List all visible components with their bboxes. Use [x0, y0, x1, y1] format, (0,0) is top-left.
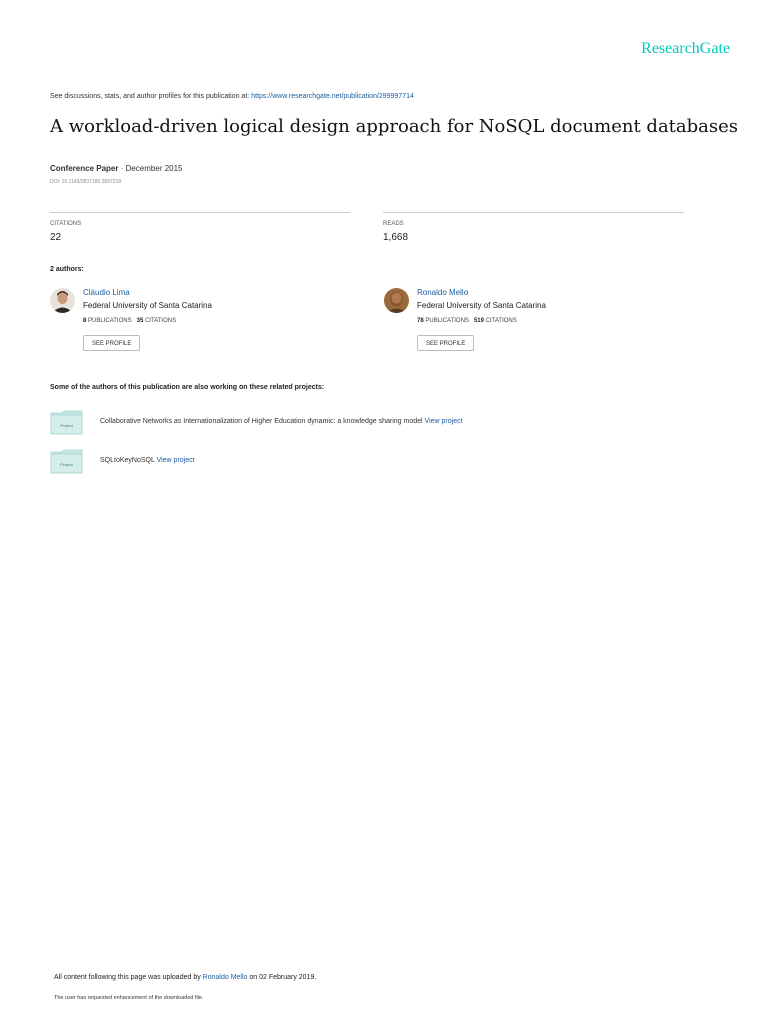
author-name-link[interactable]: Cláudio Lima	[83, 288, 130, 297]
publication-type: Conference Paper	[50, 164, 119, 173]
project-title: Collaborative Networks as Internationalization of Higher Education dynamic: a knowledge sharing model	[100, 418, 423, 425]
upload-prefix: All content following this page was uploaded by	[54, 974, 201, 981]
project-item	[50, 410, 730, 438]
researchgate-logo[interactable]: ResearchGate	[641, 40, 730, 57]
reads-label: READS	[383, 221, 404, 227]
publication-type-line	[50, 164, 183, 173]
author-avatar[interactable]	[50, 288, 75, 313]
source-line	[50, 93, 414, 100]
author-institution: Federal University of Santa Catarina	[417, 301, 546, 310]
project-icon-label: Project	[60, 462, 73, 467]
reads-divider	[383, 212, 684, 213]
source-prefix: See discussions, stats, and author profiles for this publication at:	[50, 93, 250, 100]
author-stats	[417, 318, 517, 324]
author-institution: Federal University of Santa Catarina	[83, 301, 212, 310]
view-project-link[interactable]: View project	[424, 418, 463, 425]
paper-title: A workload-driven logical design approach for NoSQL document databases	[50, 116, 739, 137]
author-stats	[83, 318, 176, 324]
authors-heading: 2 authors:	[50, 266, 84, 273]
citations-label: CITATIONS	[50, 221, 82, 227]
publication-date: December 2015	[125, 164, 183, 173]
publications-count: 78	[417, 318, 424, 324]
project-folder-icon	[50, 449, 84, 473]
publications-label: PUBLICATIONS	[425, 318, 469, 324]
publications-label: PUBLICATIONS	[88, 318, 132, 324]
citations-count: 519	[473, 318, 484, 324]
view-project-link[interactable]: View project	[156, 457, 195, 464]
see-profile-button[interactable]: SEE PROFILE	[83, 335, 140, 351]
citations-label: CITATIONS	[485, 318, 517, 324]
author-avatar[interactable]	[384, 288, 409, 313]
enhancement-note: The user has requested enhancement of the downloaded file.	[54, 995, 204, 1001]
author-card-lima	[50, 288, 350, 358]
citations-label: CITATIONS	[144, 318, 177, 324]
upload-footer	[54, 974, 316, 981]
publication-url-link[interactable]: https://www.researchgate.net/publication/299997714	[251, 93, 414, 100]
related-projects-heading: Some of the authors of this publication are also working on these related projects:	[50, 384, 325, 391]
project-folder-icon	[50, 410, 84, 434]
see-profile-button[interactable]: SEE PROFILE	[417, 335, 474, 351]
citations-divider	[50, 212, 350, 213]
project-text	[100, 457, 195, 464]
project-icon-label: Project	[60, 423, 73, 428]
project-text	[100, 418, 463, 425]
publications-count: 8	[83, 318, 87, 324]
citations-count: 35	[136, 318, 144, 324]
upload-date: on 02 February 2019.	[249, 974, 317, 981]
doi-text: DOI: 10.1145/2837185.2837218	[50, 179, 122, 185]
publication-separator: ·	[118, 164, 126, 173]
reads-value: 1,668	[383, 232, 409, 243]
author-card-mello	[384, 288, 684, 358]
citations-value: 22	[50, 232, 62, 243]
project-item	[50, 449, 730, 477]
author-name-link[interactable]: Ronaldo Mello	[417, 288, 469, 297]
uploader-link[interactable]: Ronaldo Mello	[202, 974, 248, 981]
project-title: SQLtoKeyNoSQL	[100, 457, 155, 464]
